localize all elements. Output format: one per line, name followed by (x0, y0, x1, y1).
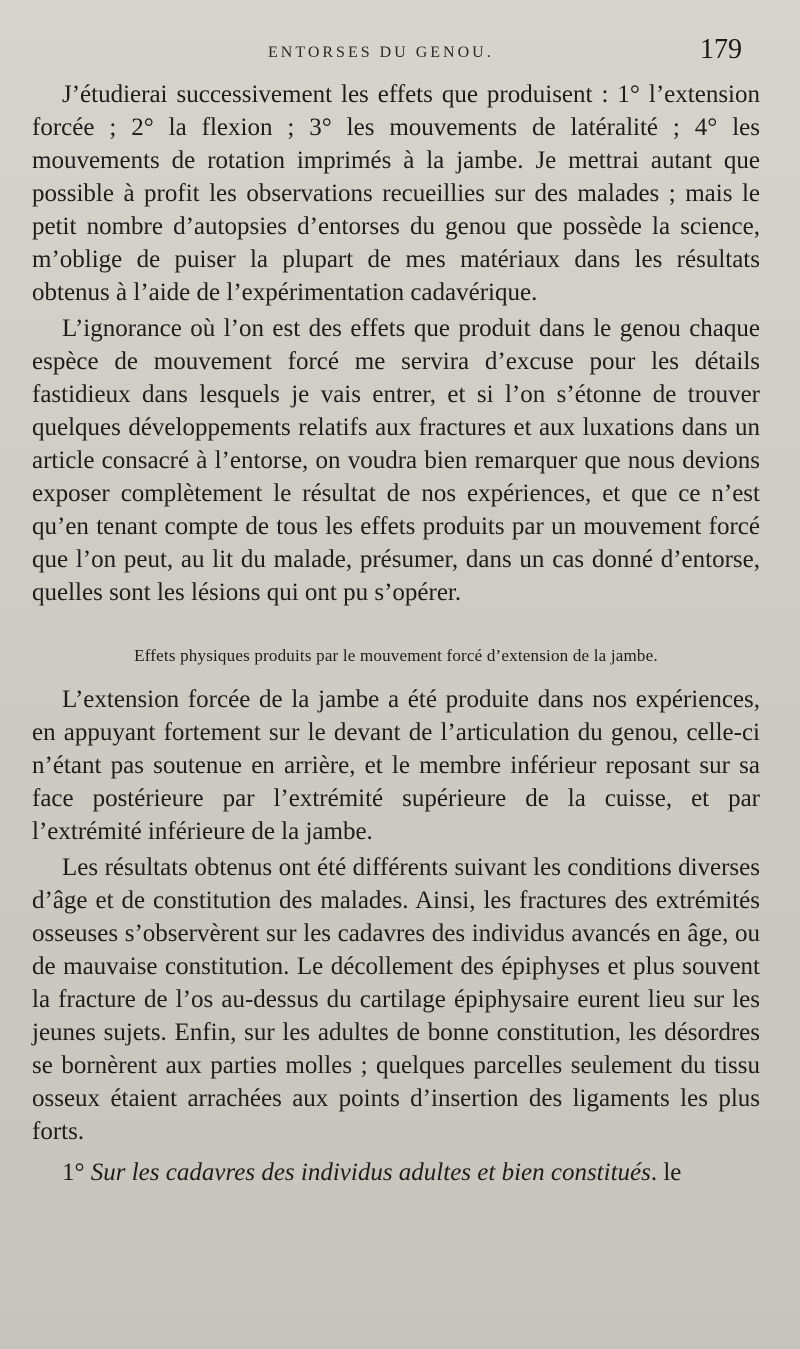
paragraph: J’étudierai successivement les effets que produisent : 1° l’extension forcée ; 2° la flexion ; 3° les mouvements de latéralité ; 4° les mouvements de rotation imprimés à la jambe. Je mettrai autant que possible à profit les observations recueillies sur des malades ; mais le petit nombre d’autopsies d’entorses du genou que possède la science, m’oblige de puiser la plupart de mes matériaux dans les résultats obtenus à l’aide de l’expérimentation cadavérique. (32, 81, 760, 306)
section-title: Effets physiques produits par le mouvement forcé d’extension de la jambe. (134, 646, 658, 665)
italic-text: Sur les cadavres des individus adultes et bien constitués (90, 1159, 651, 1186)
running-head: ENTORSES DU GENOU. (268, 44, 494, 61)
line-end: . le (650, 1159, 682, 1186)
page-header (0, 34, 800, 70)
paragraph: Les résultats obtenus ont été différents suivant les conditions diverses d’âge et de constitution des malades. Ainsi, les fractures des extrémités osseuses s’observèrent sur les cadavres des individus avancés en âge, ou de mauvaise constitution. Le décollement des épiphyses et plus souvent la fracture de l’os au-dessus du cartilage épiphysaire eurent lieu sur les jeunes sujets. Enfin, sur les adultes de bonne constitution, les désordres se bornèrent aux parties molles ; quelques parcelles seulement du tissu osseux étaient arrachées aux points d’insertion des ligaments les plus forts. (32, 854, 760, 1145)
paragraph: L’ignorance où l’on est des effets que produit dans le genou chaque espèce de mouvement forcé me servira d’excuse pour les détails fastidieux dans lesquels je vais entrer, et si l’on s’étonne de trouver quelques développements relatifs aux fractures et aux luxations dans un article consacré à l’entorse, on voudra bien remarquer que nous devions exposer complètement le résultat de nos expériences, et que ce n’est qu’en tenant compte de tous les effets produits par un mouvement forcé que l’on peut, au lit du malade, présumer, dans un cas donné d’entorse, quelles sont les lésions qui ont pu s’opérer. (32, 315, 760, 606)
paragraph: L’extension forcée de la jambe a été produite dans nos expériences, en appuyant fortement sur le devant de l’articulation du genou, celle-ci n’étant pas soutenue en arrière, et le membre inférieur reposant sur sa face postérieure par l’extrémité supérieure de la cuisse, et par l’extrémité inférieure de la jambe. (32, 686, 760, 845)
last-line (32, 1156, 760, 1189)
page-body (32, 78, 760, 1189)
item-number: 1° (62, 1159, 85, 1186)
page-number: 179 (700, 34, 742, 65)
